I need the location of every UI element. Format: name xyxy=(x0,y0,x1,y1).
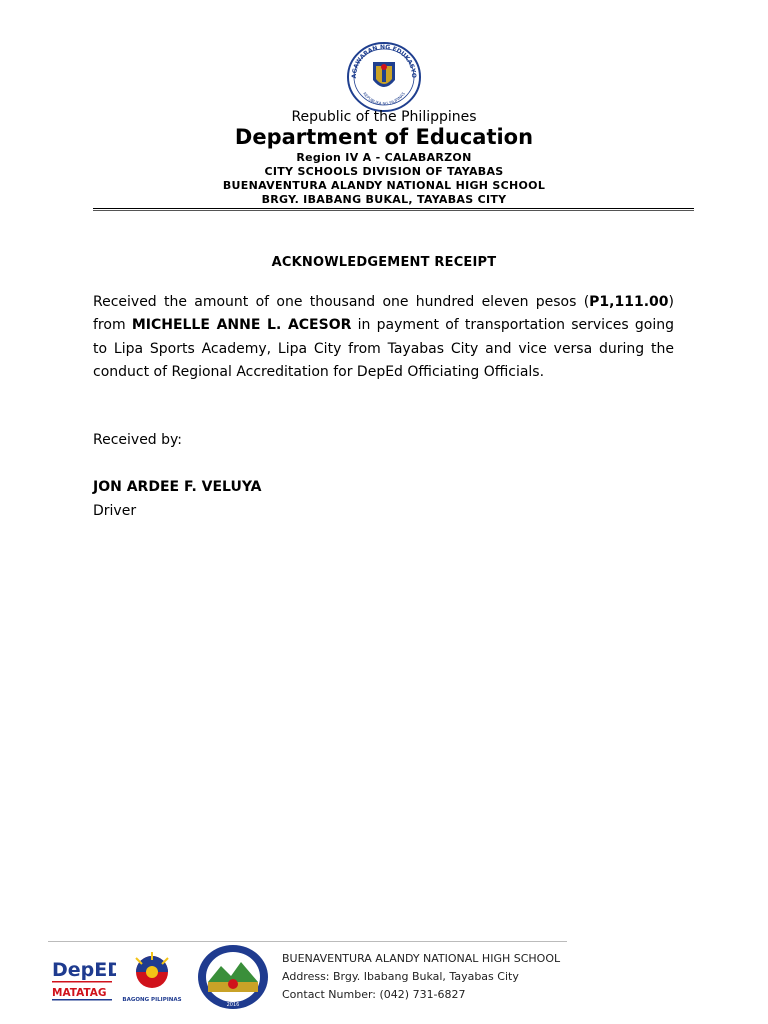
receiver-role: Driver xyxy=(93,503,137,519)
deped-seal xyxy=(345,42,423,112)
header-divider-secondary xyxy=(93,210,694,211)
deped-matatag-logo xyxy=(50,952,116,1004)
para-part-1: Received the amount of one thousand one hundred eleven pesos ( xyxy=(93,294,590,310)
receiver-name: JON ARDEE F. VELUYA xyxy=(93,479,262,495)
division-line: CITY SCHOOLS DIVISION OF TAYABAS xyxy=(264,165,504,178)
footer-school-name: BUENAVENTURA ALANDY NATIONAL HIGH SCHOOL xyxy=(282,952,561,965)
header-divider xyxy=(93,208,694,209)
bagong-pilipinas-text: BAGONG PILIPINAS xyxy=(122,997,182,1003)
matatag-logo-text: MATATAG xyxy=(52,987,107,999)
seal-bottom-text: REPUBLIKA NG PILIPINAS xyxy=(362,91,406,107)
bagong-pilipinas-logo xyxy=(122,946,182,1006)
document-title: ACKNOWLEDGEMENT RECEIPT xyxy=(271,255,497,270)
footer-contact-number: Contact Number: (042) 731-6827 xyxy=(282,988,466,1001)
footer-address: Address: Brgy. Ibabang Bukal, Tayabas City xyxy=(282,970,519,983)
footer-divider xyxy=(48,941,567,942)
seal-top-text: AGAWARAN NG EDUKASYO xyxy=(350,43,418,79)
payer-name: MICHELLE ANNE L. ACESOR xyxy=(131,317,352,334)
para-part-3: in payment of transportation services going to Lipa Sports Academy, Lipa City from Tayabas City and vice versa during the conduct of Regional Accreditation for DepEd Officiating Officials. xyxy=(93,317,675,380)
amount-value: P1,111.00 xyxy=(589,294,669,310)
school-seal xyxy=(196,944,270,1010)
region-line: Region IV A - CALABARZON xyxy=(296,151,472,164)
footer-contact-block xyxy=(282,950,560,1004)
receipt-paragraph xyxy=(93,291,674,384)
deped-logo-text: DepED xyxy=(52,959,116,981)
address-line: BRGY. IBABANG BUKAL, TAYABAS CITY xyxy=(261,193,507,206)
received-by-label: Received by: xyxy=(93,432,183,448)
school-seal-year: 2016 xyxy=(226,1002,240,1008)
department-title: Department of Education xyxy=(234,125,534,149)
para-part-2: ) from xyxy=(93,294,674,334)
republic-line: Republic of the Philippines xyxy=(291,109,477,125)
school-line: BUENAVENTURA ALANDY NATIONAL HIGH SCHOOL xyxy=(222,179,546,192)
